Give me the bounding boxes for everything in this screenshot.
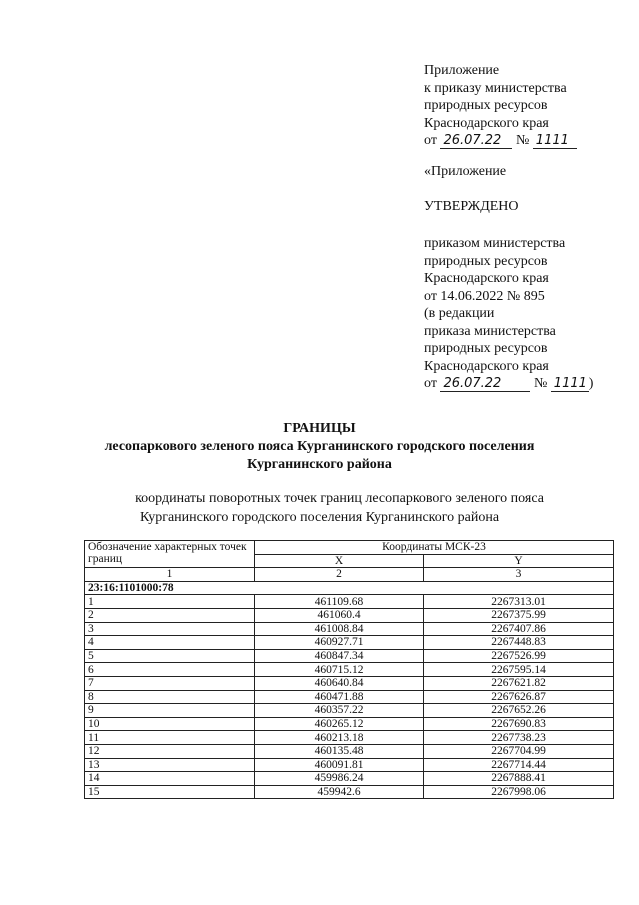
cadastral-number: 23:16:1101000:78 <box>85 581 614 595</box>
approved-heading-block <box>424 198 519 216</box>
table-row <box>85 744 614 758</box>
y-coordinate-cell: 2267313.01 <box>424 595 614 609</box>
point-number-cell: 5 <box>85 649 255 663</box>
y-coordinate-cell: 2267621.82 <box>424 676 614 690</box>
appendix-line-3: природных ресурсов <box>424 98 548 113</box>
header-point-designation: Обозначение характерных точек границ <box>85 541 255 568</box>
y-coordinate-cell: 2267526.99 <box>424 649 614 663</box>
x-coordinate-cell: 459942.6 <box>255 785 424 799</box>
approved-heading: УТВЕРЖДЕНО <box>424 199 519 214</box>
y-coordinate-cell: 2267448.83 <box>424 636 614 650</box>
point-number-cell: 9 <box>85 704 255 718</box>
order-line-1: приказом министерства <box>424 236 566 251</box>
y-coordinate-cell: 2267652.26 <box>424 704 614 718</box>
x-coordinate-cell: 461060.4 <box>255 608 424 622</box>
column-number-1: 1 <box>85 568 255 582</box>
point-number-cell: 15 <box>85 785 255 799</box>
y-coordinate-cell: 2267704.99 <box>424 744 614 758</box>
x-coordinate-cell: 460213.18 <box>255 731 424 745</box>
point-number-cell: 11 <box>85 731 255 745</box>
x-coordinate-cell: 461008.84 <box>255 622 424 636</box>
date-prefix: от <box>424 376 437 391</box>
table-row <box>85 663 614 677</box>
table-numbering-row <box>85 568 614 582</box>
header-coordinates: Координаты МСК-23 <box>255 541 614 555</box>
table-row <box>85 772 614 786</box>
order-line-7: природных ресурсов <box>424 341 548 356</box>
table-row <box>85 622 614 636</box>
handwritten-number: 1111 <box>533 134 577 149</box>
approved-block <box>424 163 506 181</box>
point-number-cell: 13 <box>85 758 255 772</box>
appendix-label: «Приложение <box>424 164 507 179</box>
number-prefix: № <box>515 133 530 148</box>
coordinates-table <box>84 540 614 799</box>
x-coordinate-cell: 460927.71 <box>255 636 424 650</box>
order-line-6: приказа министерства <box>424 323 556 339</box>
document-title-line-3: Курганинского района <box>247 457 392 472</box>
handwritten-date: 26.07.22 <box>440 377 530 392</box>
x-coordinate-cell: 459986.24 <box>255 772 424 786</box>
coordinate-rows <box>85 595 614 799</box>
handwritten-number: 1111 <box>551 377 589 392</box>
column-number-2: 2 <box>255 568 424 582</box>
appendix-date-line <box>424 132 577 150</box>
handwritten-date: 26.07.22 <box>440 134 512 149</box>
x-coordinate-cell: 460135.48 <box>255 744 424 758</box>
column-number-3: 3 <box>424 568 614 582</box>
point-number-cell: 3 <box>85 622 255 636</box>
header-x: X <box>255 554 424 568</box>
table-row <box>85 649 614 663</box>
y-coordinate-cell: 2267595.14 <box>424 663 614 677</box>
y-coordinate-cell: 2267407.86 <box>424 622 614 636</box>
order-date-line <box>424 375 593 393</box>
closing-paren: ) <box>588 376 594 391</box>
x-coordinate-cell: 460640.84 <box>255 676 424 690</box>
subtitle-line-2: Курганинского городского поселения Курганинского района <box>139 510 500 525</box>
x-coordinate-cell: 460471.88 <box>255 690 424 704</box>
y-coordinate-cell: 2267998.06 <box>424 785 614 799</box>
point-number-cell: 14 <box>85 772 255 786</box>
point-number-cell: 10 <box>85 717 255 731</box>
table-row <box>85 758 614 772</box>
y-coordinate-cell: 2267690.83 <box>424 717 614 731</box>
header-y: Y <box>424 554 614 568</box>
y-coordinate-cell: 2267626.87 <box>424 690 614 704</box>
appendix-block <box>424 62 577 150</box>
x-coordinate-cell: 460357.22 <box>255 704 424 718</box>
x-coordinate-cell: 460091.81 <box>255 758 424 772</box>
table-row <box>85 704 614 718</box>
table-row <box>85 595 614 609</box>
table-row <box>85 690 614 704</box>
y-coordinate-cell: 2267888.41 <box>424 772 614 786</box>
order-block <box>424 235 593 393</box>
appendix-line-4: Краснодарского края <box>424 115 549 131</box>
x-coordinate-cell: 460715.12 <box>255 663 424 677</box>
point-number-cell: 7 <box>85 676 255 690</box>
table-row <box>85 731 614 745</box>
point-number-cell: 6 <box>85 663 255 677</box>
y-coordinate-cell: 2267714.44 <box>424 758 614 772</box>
point-number-cell: 4 <box>85 636 255 650</box>
order-line-8: Краснодарского края <box>424 358 549 374</box>
table-row <box>85 785 614 799</box>
number-prefix: № <box>533 376 548 391</box>
document-title: ГРАНИЦЫ <box>283 421 356 436</box>
appendix-line-2: к приказу министерства <box>424 80 567 96</box>
point-number-cell: 2 <box>85 608 255 622</box>
order-line-5: (в редакции <box>424 306 495 321</box>
table-header-row <box>85 541 614 555</box>
x-coordinate-cell: 461109.68 <box>255 595 424 609</box>
table-row <box>85 717 614 731</box>
document-title-line-2: лесопаркового зеленого пояса Курганинского городского поселения <box>104 439 535 454</box>
table-row <box>85 636 614 650</box>
x-coordinate-cell: 460847.34 <box>255 649 424 663</box>
point-number-cell: 1 <box>85 595 255 609</box>
order-line-4: от 14.06.2022 № 895 <box>424 288 545 304</box>
subtitle-line-1: координаты поворотных точек границ лесопаркового зеленого пояса <box>135 491 544 506</box>
order-line-2: природных ресурсов <box>424 253 548 269</box>
point-number-cell: 8 <box>85 690 255 704</box>
table-section-row <box>85 581 614 595</box>
y-coordinate-cell: 2267375.99 <box>424 608 614 622</box>
table-row <box>85 608 614 622</box>
point-number-cell: 12 <box>85 744 255 758</box>
table-row <box>85 676 614 690</box>
order-line-3: Краснодарского края <box>424 271 549 286</box>
appendix-line-1: Приложение <box>424 63 500 78</box>
date-prefix: от <box>424 133 437 148</box>
x-coordinate-cell: 460265.12 <box>255 717 424 731</box>
y-coordinate-cell: 2267738.23 <box>424 731 614 745</box>
